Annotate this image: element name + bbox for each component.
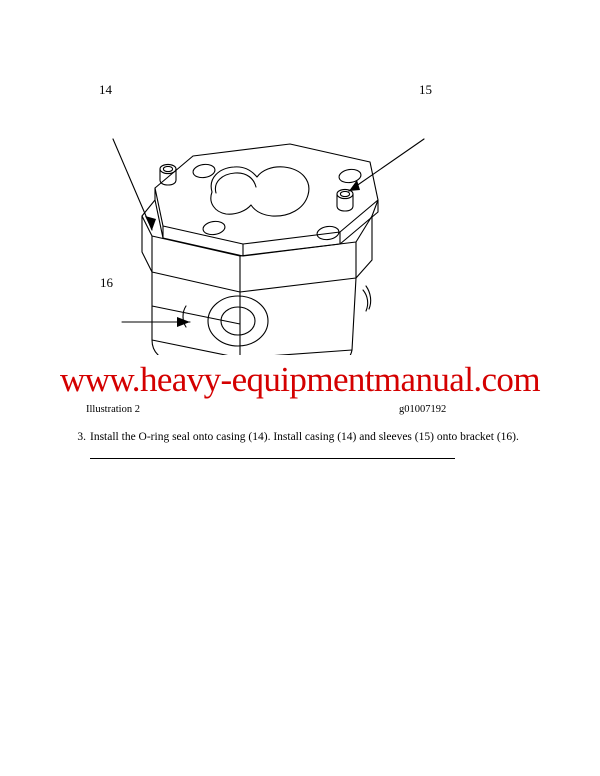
illustration-graphic-id: g01007192: [399, 404, 447, 415]
illustration-caption-label: Illustration 2: [86, 404, 140, 415]
callout-16-label: 16: [100, 275, 113, 290]
illustration-figure: [0, 40, 600, 355]
casing-line-drawing: [0, 40, 600, 355]
illustration-caption-row: [0, 404, 600, 420]
callout-15-label: 15: [419, 82, 432, 97]
callout-14-label: 14: [99, 82, 112, 97]
step-number: 3.: [77, 431, 86, 443]
watermark-text: www.heavy-equipmentmanual.com: [60, 360, 540, 399]
step-text: Install the O-ring seal onto casing (14). Install casing (14) and sleeves (15) onto bracket (16).: [90, 431, 519, 443]
section-divider: [90, 458, 455, 459]
